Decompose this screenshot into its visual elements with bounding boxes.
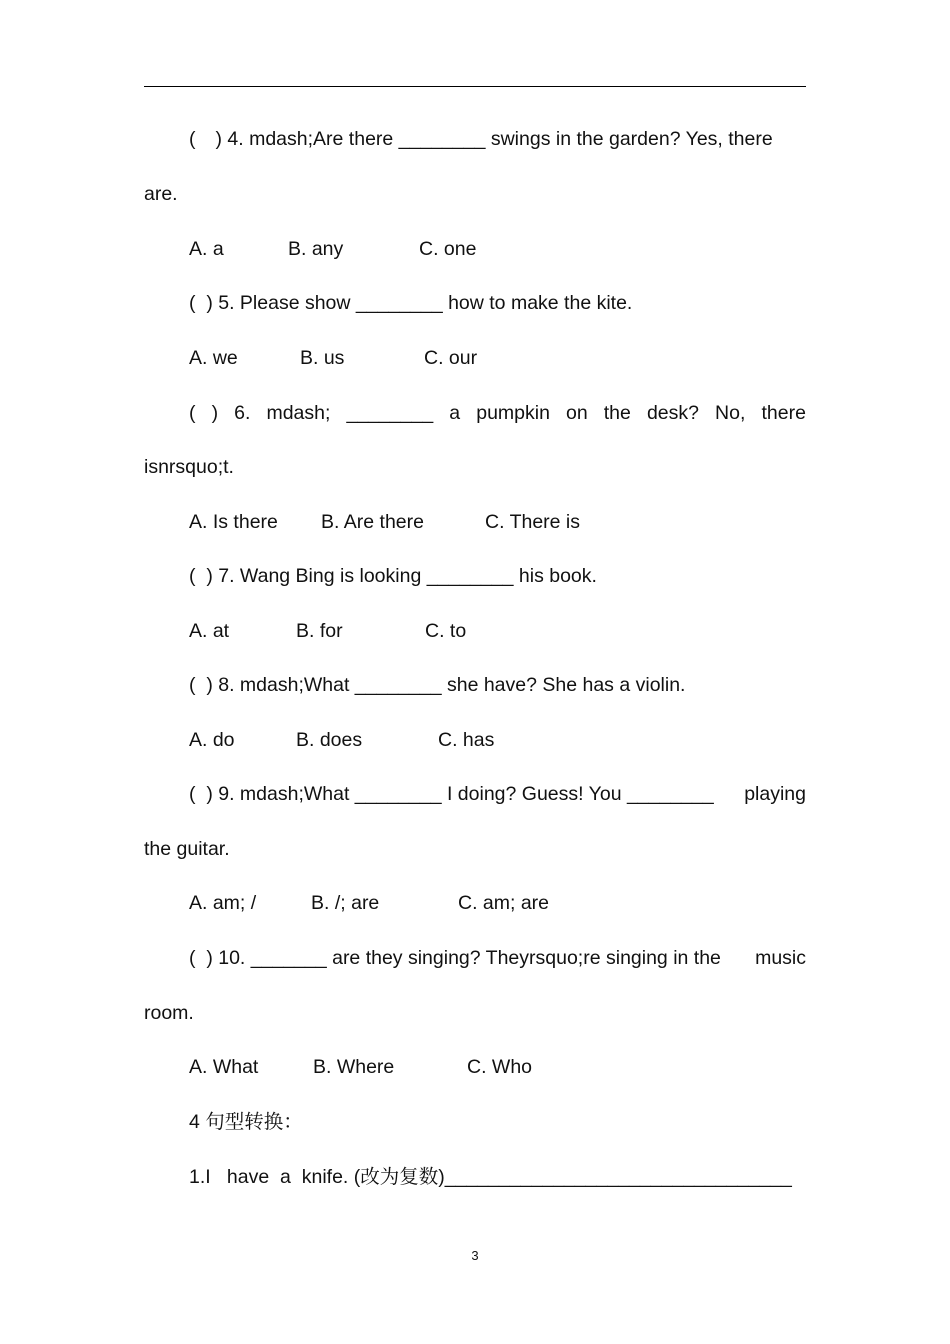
question-10-line — [144, 945, 806, 971]
question-9-line — [144, 781, 806, 807]
option-a: A. at — [189, 620, 230, 642]
option-b: B. us — [300, 347, 345, 369]
word: ( — [189, 402, 196, 424]
option-c: C. to — [425, 620, 467, 642]
option-a: A. we — [189, 347, 238, 369]
option-a: A. a — [189, 238, 224, 260]
option-b: B. for — [296, 620, 343, 642]
word: 6. — [234, 402, 251, 424]
option-c: C. There is — [485, 511, 581, 533]
word: there — [761, 402, 806, 424]
option-c: C. Who — [467, 1056, 533, 1078]
option-c: C. one — [419, 238, 477, 260]
word: a — [449, 402, 461, 424]
question-text: ( — [189, 128, 196, 150]
word: desk? — [646, 402, 699, 424]
question-5-line: ( ) 5. Please show ________ how to make the kite. — [189, 292, 633, 314]
option-a: A. Is there — [189, 511, 278, 533]
top-answer-line — [144, 86, 806, 87]
question-text: ( ) 9. mdash;What ________ I doing? Guess! You ________ — [189, 783, 714, 805]
option-a: A. do — [189, 729, 235, 751]
question-10-continuation: room. — [144, 1002, 194, 1024]
question-4-line — [144, 126, 806, 152]
question-6-continuation: isnrsquo;t. — [144, 456, 234, 478]
page-number: 3 — [471, 1248, 479, 1263]
question-text: playing — [744, 783, 806, 805]
question-text: ) 4. mdash;Are there ________ swings in the garden? Yes, there — [215, 128, 773, 150]
option-c: C. our — [424, 347, 478, 369]
question-4-continuation: are. — [144, 183, 178, 205]
option-b: B. does — [296, 729, 363, 751]
option-c: C. am; are — [458, 892, 550, 914]
option-c: C. has — [438, 729, 495, 751]
option-b: B. Are there — [321, 511, 424, 533]
question-text: ( ) 10. _______ are they singing? Theyrsquo;re singing in the — [189, 947, 721, 969]
question-7-line: ( ) 7. Wang Bing is looking ________ his book. — [189, 565, 597, 587]
word: pumpkin — [476, 402, 550, 424]
option-b: B. any — [288, 238, 344, 260]
question-6-line — [144, 400, 806, 426]
option-b: B. Where — [313, 1056, 395, 1078]
question-text: music — [755, 947, 806, 969]
option-a: A. am; / — [189, 892, 257, 914]
word: ________ — [346, 402, 434, 424]
word: the — [603, 402, 631, 424]
question-9-continuation: the guitar. — [144, 838, 230, 860]
option-a: A. What — [189, 1056, 259, 1078]
word: ) — [211, 402, 219, 424]
transform-item-1: 1.I have a knife. (改为复数)________________________________ — [189, 1166, 792, 1188]
question-8-line: ( ) 8. mdash;What ________ she have? She has a violin. — [189, 674, 686, 696]
section-heading: 4 句型转换： — [189, 1111, 303, 1133]
word: mdash; — [266, 402, 331, 424]
option-b: B. /; are — [311, 892, 380, 914]
word: on — [566, 402, 588, 424]
word: No, — [715, 402, 746, 424]
